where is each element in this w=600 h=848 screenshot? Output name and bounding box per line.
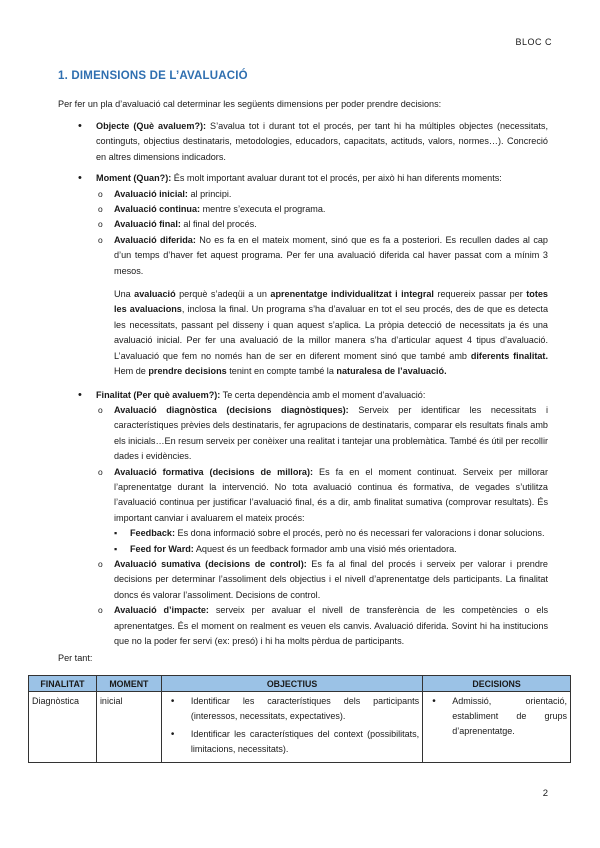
objecte-text: S’avalua tot i durant tot el procés, per tant hi ha múltiples objectes (necessitats, continguts, objectius destinataris, metodologies, educadors, capacitats, actituds, valors, normes…). Concreció en altres dimensions indicadors. <box>96 121 548 162</box>
moment-item-text: al final del procés. <box>180 219 257 230</box>
dimensions-list <box>78 119 548 649</box>
finalitat-item-label: Avaluació sumativa (decisions de control): <box>114 558 307 569</box>
sub-item-text: Es dona informació sobre el procés, però no és necessari fer valoracions i donar solucions. <box>174 528 545 539</box>
moment-paragraph <box>114 287 548 379</box>
col-header-decisions: DECISIONS <box>423 676 571 692</box>
finalitat-text: Te certa dependència amb el moment d’avaluació: <box>220 389 426 400</box>
moment-item-label: Avaluació diferida: <box>114 234 196 245</box>
moment-item-text: al principi. <box>187 188 232 199</box>
moment-item-diferida <box>96 233 548 279</box>
col-header-moment: MOMENT <box>96 676 161 692</box>
finalitat-item-label: Avaluació diagnòstica (decisions diagnòstiques): <box>114 404 349 415</box>
finalitat-item-formativa <box>96 465 548 557</box>
para-bold: diferents finalitat. <box>470 350 548 361</box>
per-tant-label: Per tant: <box>58 653 93 663</box>
moment-item-label: Avaluació inicial: <box>114 188 188 199</box>
moment-label: Moment (Quan?): <box>96 173 172 184</box>
objecte-label: Objecte (Què avaluem?): <box>96 121 207 131</box>
finalitat-item-sumativa <box>96 557 548 603</box>
finalitat-sublist <box>96 403 548 650</box>
sub-item-label: Feedback: <box>130 528 175 539</box>
intro-paragraph: Per fer un pla d’avaluació cal determinar les següents dimensions per poder prendre decisions: <box>58 99 442 109</box>
finalitat-item-diagnostica <box>96 403 548 465</box>
moment-item-text: mentre s’executa el programa. <box>200 204 326 215</box>
sub-item-feedback <box>114 526 548 541</box>
moment-item-final <box>96 217 548 232</box>
finalitat-item-text: Es fa al final del procés i serveix per valorar i prendre decisions per determinar l’assoliment dels objectius i el nivell d’aprenentatge dels participants. La finalitat doncs és valorar l’assoliment. Decisions de control. <box>114 558 548 600</box>
para-text: Una <box>114 289 135 300</box>
moment-item-label: Avaluació final: <box>114 219 181 230</box>
moment-item-label: Avaluació continua: <box>114 204 201 215</box>
sub-item-feedforward <box>114 542 548 557</box>
header-label: BLOC C <box>515 37 552 47</box>
col-header-objectius: OBJECTIUS <box>161 676 422 692</box>
cell-decisions <box>423 692 571 763</box>
para-bold: naturalesa de l’avaluació. <box>336 366 447 377</box>
para-text: , inclosa la final. Un programa s’ha d’avaluar en tot el seu procés, des de que es detecta les necessitats, passant pel disseny i quan aquest s’aplica. La pròpia detecció de necessitats ja és una avaluació inicial. Per fer una avaluació de la millor manera s’ha d’articular aquest 4 tipus d’avaluació. L’avaluació que fem no només han de ser en diferent moment sinó que també amb <box>114 304 549 361</box>
para-text: requereix passar per <box>433 289 527 300</box>
finalitat-item-text: serveix per avaluar el nivell de transferència de les competències o els aprenentatges. És el moment on realment es veuen els canvis. Avaluació diferida. Sovint hi ha institucions que no la poder fer servi (ex: presó) i hi ha molts pèrdua de participants. <box>114 605 548 646</box>
para-bold: prendre decisions <box>148 366 227 377</box>
decisions-list <box>426 694 567 739</box>
para-text: tenint en compte també la <box>226 366 337 377</box>
objectius-item: • Identificar les característiques dels participants (interessos, necessitats, expectatives). <box>165 694 419 724</box>
list-item-moment <box>78 171 548 379</box>
summary-table <box>28 675 571 763</box>
finalitat-item-text: Serveix per identificar les necessitats i característiques prèvies dels destinataris, fer agrupacions de destinataris, comparar els resultats finals amb els inicials…En resum serveix per conèixer una realitat i tantejar una problemàtica. També és útil per recollir dades i evidències. <box>114 404 549 462</box>
para-text: Hem de <box>114 366 149 377</box>
finalitat-item-label: Avaluació formativa (decisions de millora): <box>114 466 314 477</box>
page-number: 2 <box>542 788 548 799</box>
sub-item-text: Aquest és un feedback formador amb una visió més orientadora. <box>193 543 457 554</box>
moment-text: És molt important avaluar durant tot el procés, per això hi han diferents moments: <box>171 173 502 184</box>
moment-item-text: No es fa en el mateix moment, sinó que es fa a posteriori. Es recullen dades al cap d’un temps d’haver fet aquest programa. Per fer una avaluació diferida cal haver passat com a mínim 3 mesos. <box>114 234 548 276</box>
cell-moment: inicial <box>96 692 161 763</box>
moment-sublist <box>96 187 548 279</box>
cell-finalitat: Diagnòstica <box>29 692 97 763</box>
list-item-objecte <box>78 119 548 165</box>
cell-objectius <box>161 692 422 763</box>
objectius-item: • Identificar les característiques del context (possibilitats, limitacions, necessitats). <box>165 727 419 757</box>
decisions-item: • Admissió, orientació, establiment de grups d’aprenentatge. <box>426 694 567 739</box>
para-bold: aprenentatge individualitzat i integral <box>270 289 434 300</box>
objectius-list <box>165 694 419 757</box>
para-text: perquè s’adeqüi a un <box>175 289 271 300</box>
table-row <box>29 692 571 763</box>
para-bold: totes les avaluacions <box>114 289 548 315</box>
sub-item-label: Feed for Ward: <box>130 543 194 554</box>
formativa-sublist <box>114 526 548 557</box>
list-item-finalitat <box>78 388 548 650</box>
section-title: 1. DIMENSIONS DE L’AVALUACIÓ <box>58 70 248 82</box>
finalitat-item-label: Avaluació d’impacte: <box>114 605 209 616</box>
col-header-finalitat: FINALITAT <box>29 676 97 692</box>
moment-item-inicial <box>96 187 548 202</box>
table-header-row <box>29 676 571 692</box>
moment-item-continua <box>96 202 548 217</box>
finalitat-label: Finalitat (Per què avaluem?): <box>96 389 221 400</box>
para-bold: avaluació <box>134 289 176 300</box>
finalitat-item-text: Es fa en el moment continuat. Serveix per millorar l’aprenentatge durant la intervenció. No tota avaluació continua és formativa, de vegades s’utilitza l’avaluació continua per justificar l’avaluació final, és a dir, amb finalitat sumativa (comprovar resultats). És important canviar i avaluarem el mateix procés: <box>114 466 548 523</box>
finalitat-item-impacte <box>96 603 548 649</box>
